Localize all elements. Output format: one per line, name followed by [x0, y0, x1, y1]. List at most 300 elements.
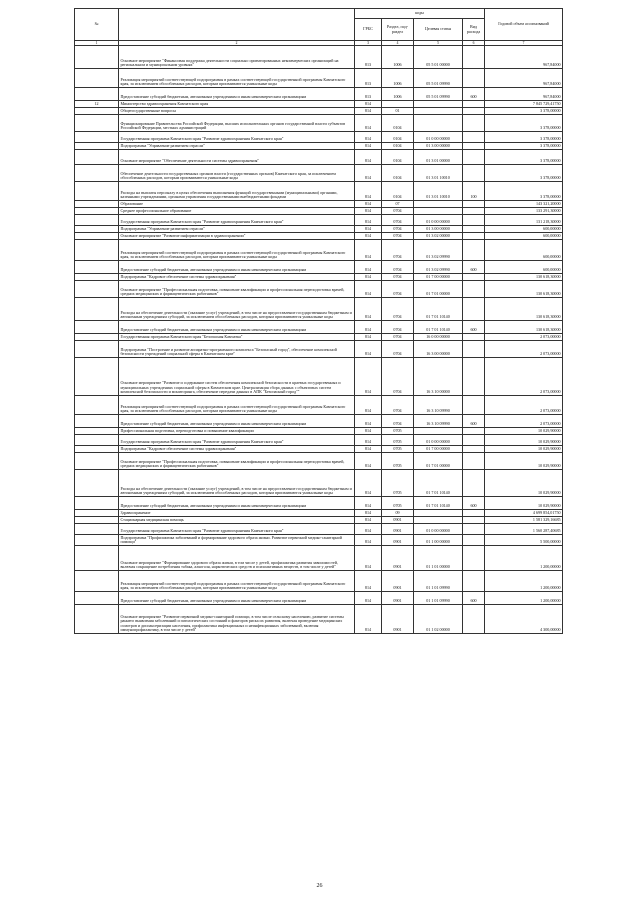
- cell-razdel: 0705: [382, 453, 414, 470]
- cell-name: Подпрограмма "Управление развитием отрасли": [119, 226, 355, 233]
- cell-razdel: 0704: [382, 334, 414, 341]
- cell-csr: [414, 101, 463, 108]
- cell-grbs: 814: [355, 546, 382, 571]
- cell-razdel: 0704: [382, 298, 414, 321]
- cell-name: Основное мероприятие "Профессиональная подготовка, повышение квалификации и профессиональная переподготовка врачей, средних медицинских и фармацевтических работников": [119, 453, 355, 470]
- cell-number: [75, 497, 119, 510]
- table-row: [75, 240, 563, 261]
- cell-name: Функционирование Правительства Российской Федерации, высших исполнительных органов государственной власти субъектов Российской Федерации, местных администраций: [119, 115, 355, 132]
- cell-vid: [463, 215, 485, 226]
- cell-name: Стационарная медицинская помощь: [119, 517, 355, 524]
- cell-name: Государственная программа Камчатского края "Развитие здравоохранения Камчатского края": [119, 215, 355, 226]
- cell-grbs: 814: [355, 274, 382, 281]
- cell-number: [75, 524, 119, 535]
- cell-name: Реализация мероприятий соответствующей подпрограммы в рамках соответствующей государственной программы Камчатского края, за исключением обособленных расходов, которым присваиваются уникальные коды: [119, 396, 355, 415]
- cell-grbs: 814: [355, 240, 382, 261]
- cell-csr: 01 0 00 00000: [414, 215, 463, 226]
- cell-number: [75, 453, 119, 470]
- cell-number: [75, 396, 119, 415]
- cell-name: Предоставление субсидий бюджетным, автономным учреждениям и иным некоммерческим организациям: [119, 321, 355, 334]
- cell-number: [75, 240, 119, 261]
- cell-csr: 01 1 02 00000: [414, 605, 463, 634]
- cell-sum: 1 200,00000: [485, 592, 563, 605]
- cell-razdel: 09: [382, 510, 414, 517]
- cell-vid: 600: [463, 497, 485, 510]
- cell-razdel: 0704: [382, 215, 414, 226]
- cell-number: [75, 535, 119, 546]
- cell-number: [75, 592, 119, 605]
- cell-name: Основное мероприятие "Финансовая поддержка деятельности социально ориентированных некоммерческих организаций на региональном и муниципальном уровнях": [119, 46, 355, 69]
- cell-number: [75, 446, 119, 453]
- cell-vid: [463, 233, 485, 240]
- cell-razdel: 01: [382, 108, 414, 115]
- cell-csr: [414, 510, 463, 517]
- cell-vid: [463, 101, 485, 108]
- table-row: [75, 428, 563, 435]
- cell-sum: 5 500,00000: [485, 535, 563, 546]
- cell-vid: [463, 546, 485, 571]
- cell-name: Подпрограмма "Кадровое обеспечение системы здравоохранения": [119, 274, 355, 281]
- cell-number: [75, 182, 119, 201]
- cell-name: Образование: [119, 201, 355, 208]
- cell-grbs: 814: [355, 510, 382, 517]
- cell-name: Обеспечение деятельности государственных органов власти (государственных органов) Камчатского края, за исключением обособленных расходов, которым присваиваются уникальные коды: [119, 165, 355, 182]
- cell-sum: 130 618,30000: [485, 281, 563, 298]
- cell-grbs: 814: [355, 208, 382, 215]
- cell-csr: 01 7 01 10140: [414, 470, 463, 497]
- cell-csr: [414, 108, 463, 115]
- cell-grbs: 814: [355, 226, 382, 233]
- cell-sum: 967,84000: [485, 69, 563, 88]
- cell-grbs: 814: [355, 215, 382, 226]
- cell-number: [75, 358, 119, 396]
- cell-csr: 01 3 02 00000: [414, 233, 463, 240]
- cell-sum: 967,84000: [485, 46, 563, 69]
- header-codes: коды: [355, 9, 485, 19]
- cell-razdel: 0704: [382, 274, 414, 281]
- cell-vid: [463, 115, 485, 132]
- cell-sum: 1 581 329,16685: [485, 517, 563, 524]
- cell-number: [75, 334, 119, 341]
- cell-number: [75, 546, 119, 571]
- cell-name: Общегосударственные вопросы: [119, 108, 355, 115]
- cell-vid: [463, 396, 485, 415]
- cell-razdel: 0704: [382, 233, 414, 240]
- cell-sum: 600,00000: [485, 240, 563, 261]
- cell-name: Государственная программа Камчатского края "Развитие здравоохранения Камчатского края": [119, 132, 355, 143]
- cell-name: Основное мероприятие "Развитие первичной медико-санитарной помощи, в том числе сельскому населению, развитие системы раннего выявления заболеваний и патологических состояний и факторов риска их развития, включая проведение медицинских осмотров и диспансеризации населения, профилактика инфекционных и неинфекционных заболеваний, включая иммунопрофилактику, в том числе у детей": [119, 605, 355, 634]
- cell-csr: [414, 115, 463, 132]
- cell-number: [75, 108, 119, 115]
- cell-vid: [463, 341, 485, 358]
- cell-sum: 3 378,00000: [485, 132, 563, 143]
- cell-razdel: 1006: [382, 46, 414, 69]
- cell-sum: 10 029,90000: [485, 470, 563, 497]
- cell-razdel: 0901: [382, 535, 414, 546]
- cell-vid: [463, 446, 485, 453]
- cell-name: Реализация мероприятий соответствующей подпрограммы в рамках соответствующей государственной программы Камчатского края, за исключением обособленных расходов, которым присваиваются уникальные коды: [119, 69, 355, 88]
- cell-vid: 600: [463, 415, 485, 428]
- column-index: 6: [463, 41, 485, 46]
- cell-vid: 100: [463, 182, 485, 201]
- cell-name: Подпрограмма "Профилактика заболеваний и формирование здорового образа жизни. Развитие первичной медико-санитарной помощи": [119, 535, 355, 546]
- cell-grbs: 814: [355, 470, 382, 497]
- column-index: 4: [382, 41, 414, 46]
- cell-razdel: 0704: [382, 281, 414, 298]
- header-sum: Годовой объем ассигнований: [485, 9, 563, 41]
- cell-name: Расходы на обеспечение деятельности (оказание услуг) учреждений, в том числе на предоставление государственным бюджетным и автономным учреждениям субсидий, за исключением обособленных расходов, которым присваиваются уникальные коды: [119, 298, 355, 321]
- cell-number: [75, 132, 119, 143]
- cell-csr: 01 7 01 00000: [414, 281, 463, 298]
- cell-sum: 2 073,00000: [485, 396, 563, 415]
- cell-razdel: 07: [382, 201, 414, 208]
- cell-sum: 10 029,90000: [485, 446, 563, 453]
- cell-vid: [463, 470, 485, 497]
- cell-number: [75, 233, 119, 240]
- cell-csr: [414, 517, 463, 524]
- cell-csr: 01 7 01 10140: [414, 497, 463, 510]
- cell-sum: 967,84000: [485, 88, 563, 101]
- cell-csr: 16 0 00 00000: [414, 334, 463, 341]
- cell-csr: [414, 201, 463, 208]
- cell-number: [75, 143, 119, 150]
- table-row: [75, 510, 563, 517]
- cell-number: [75, 201, 119, 208]
- cell-sum: 3 378,00000: [485, 150, 563, 165]
- cell-grbs: 814: [355, 298, 382, 321]
- cell-vid: [463, 240, 485, 261]
- cell-sum: 10 029,90000: [485, 497, 563, 510]
- cell-grbs: 814: [355, 535, 382, 546]
- cell-csr: 01 7 00 00000: [414, 446, 463, 453]
- table-row: [75, 281, 563, 298]
- cell-razdel: 0704: [382, 240, 414, 261]
- cell-razdel: 1006: [382, 88, 414, 101]
- cell-vid: [463, 517, 485, 524]
- cell-vid: [463, 428, 485, 435]
- cell-sum: 10 029,90000: [485, 435, 563, 446]
- cell-number: [75, 281, 119, 298]
- cell-razdel: 0901: [382, 546, 414, 571]
- cell-number: [75, 215, 119, 226]
- table-row: [75, 535, 563, 546]
- cell-vid: [463, 150, 485, 165]
- cell-sum: 3 378,00000: [485, 143, 563, 150]
- cell-razdel: 0705: [382, 428, 414, 435]
- cell-name: Предоставление субсидий бюджетным, автономным учреждениям и иным некоммерческим организациям: [119, 415, 355, 428]
- table-row: [75, 69, 563, 88]
- cell-csr: 01 1 01 00000: [414, 546, 463, 571]
- cell-csr: 01 3 00 00000: [414, 226, 463, 233]
- cell-vid: [463, 165, 485, 182]
- cell-grbs: 814: [355, 201, 382, 208]
- cell-vid: [463, 298, 485, 321]
- cell-name: Государственная программа Камчатского края "Развитие здравоохранения Камчатского края": [119, 435, 355, 446]
- cell-number: [75, 321, 119, 334]
- cell-vid: [463, 358, 485, 396]
- cell-razdel: 0901: [382, 524, 414, 535]
- page-number: 26: [316, 883, 323, 889]
- cell-name: Государственная программа Камчатского края "Безопасная Камчатка": [119, 334, 355, 341]
- cell-number: [75, 298, 119, 321]
- cell-csr: 01 7 01 10140: [414, 321, 463, 334]
- cell-razdel: 1006: [382, 69, 414, 88]
- column-index: 5: [414, 41, 463, 46]
- cell-number: [75, 470, 119, 497]
- cell-sum: 3 378,00000: [485, 182, 563, 201]
- cell-sum: 10 029,90000: [485, 453, 563, 470]
- cell-sum: 2 073,00000: [485, 334, 563, 341]
- cell-sum: 131 218,30000: [485, 215, 563, 226]
- cell-name: Предоставление субсидий бюджетным, автономным учреждениям и иным некоммерческим организациям: [119, 592, 355, 605]
- cell-csr: 01 1 00 00000: [414, 535, 463, 546]
- cell-vid: 600: [463, 592, 485, 605]
- header-row-top: [75, 9, 563, 19]
- cell-razdel: [382, 101, 414, 108]
- cell-vid: [463, 201, 485, 208]
- table-row: [75, 132, 563, 143]
- cell-grbs: 814: [355, 108, 382, 115]
- cell-sum: 10 029,90000: [485, 428, 563, 435]
- table-row: [75, 261, 563, 274]
- cell-name: Реализация мероприятий соответствующей подпрограммы в рамках соответствующей государственной программы Камчатского края, за исключением обособленных расходов, которым присваиваются уникальные коды: [119, 571, 355, 592]
- cell-sum: 130 618,30000: [485, 298, 563, 321]
- cell-number: [75, 517, 119, 524]
- header-vid: Вид расхода: [463, 19, 485, 41]
- cell-grbs: 814: [355, 341, 382, 358]
- table-row: [75, 446, 563, 453]
- cell-vid: [463, 108, 485, 115]
- cell-vid: [463, 274, 485, 281]
- cell-csr: 16 3 10 00000: [414, 358, 463, 396]
- column-index: 7: [485, 41, 563, 46]
- header-name-blank: [119, 9, 355, 41]
- cell-grbs: 814: [355, 435, 382, 446]
- cell-vid: [463, 281, 485, 298]
- cell-vid: [463, 435, 485, 446]
- cell-number: [75, 69, 119, 88]
- cell-name: Профессиональная подготовка, переподготовка и повышение квалификации: [119, 428, 355, 435]
- table-row: [75, 517, 563, 524]
- cell-grbs: 814: [355, 592, 382, 605]
- cell-sum: 600,00000: [485, 233, 563, 240]
- table-row: [75, 182, 563, 201]
- table-row: [75, 396, 563, 415]
- cell-csr: 01 1 01 09990: [414, 592, 463, 605]
- cell-number: [75, 165, 119, 182]
- cell-number: [75, 150, 119, 165]
- cell-name: Здравоохранение: [119, 510, 355, 517]
- header-csr: Целевая статья: [414, 19, 463, 41]
- cell-number: [75, 261, 119, 274]
- cell-vid: [463, 535, 485, 546]
- cell-razdel: 0705: [382, 435, 414, 446]
- cell-name: Предоставление субсидий бюджетным, автономным учреждениям и иным некоммерческим организациям: [119, 261, 355, 274]
- cell-sum: 7 845 729,41750: [485, 101, 563, 108]
- cell-grbs: 814: [355, 165, 382, 182]
- cell-csr: 01 3 02 09990: [414, 240, 463, 261]
- cell-csr: 01 3 02 09990: [414, 261, 463, 274]
- cell-grbs: 814: [355, 143, 382, 150]
- cell-grbs: 814: [355, 453, 382, 470]
- table-row: [75, 453, 563, 470]
- cell-name: Подпрограмма "Построение и развитие аппаратно-программного комплекса "Безопасный город", обеспечение комплексной безопасности учреждений социальной сферы в Камчатском крае": [119, 341, 355, 358]
- cell-razdel: 0901: [382, 571, 414, 592]
- cell-grbs: 814: [355, 334, 382, 341]
- cell-grbs: 814: [355, 358, 382, 396]
- header-grbs: ГРБС: [355, 19, 382, 41]
- budget-table-sheet: [74, 8, 562, 634]
- cell-name: Предоставление субсидий бюджетным, автономным учреждениям и иным некоммерческим организациям: [119, 497, 355, 510]
- cell-vid: 600: [463, 321, 485, 334]
- cell-sum: 1 200,00000: [485, 571, 563, 592]
- cell-grbs: 814: [355, 524, 382, 535]
- cell-csr: 01 7 00 00000: [414, 274, 463, 281]
- table-row: [75, 208, 563, 215]
- table-row: [75, 546, 563, 571]
- cell-razdel: 0104: [382, 115, 414, 132]
- cell-name: Основное мероприятие "Формирование здорового образа жизни, в том числе у детей, профилактика развития зависимостей, включая сокращение потребления табака, алкоголя, наркотических средств и психоактивных веществ, в том числе у детей": [119, 546, 355, 571]
- cell-number: [75, 428, 119, 435]
- cell-name: Основное мероприятие "Развитие информатизации в здравоохранении": [119, 233, 355, 240]
- cell-number: [75, 605, 119, 634]
- cell-sum: 3 378,00000: [485, 165, 563, 182]
- cell-csr: 01 7 01 00000: [414, 453, 463, 470]
- cell-sum: 600,00000: [485, 261, 563, 274]
- cell-sum: 133 291,30000: [485, 208, 563, 215]
- cell-csr: [414, 208, 463, 215]
- cell-name: Среднее профессиональное образование: [119, 208, 355, 215]
- cell-name: Основное мероприятие "Обеспечение деятельности системы здравоохранения": [119, 150, 355, 165]
- cell-sum: 600,00000: [485, 226, 563, 233]
- cell-vid: [463, 69, 485, 88]
- cell-csr: 01 3 01 10010: [414, 182, 463, 201]
- cell-number: [75, 571, 119, 592]
- cell-grbs: 814: [355, 115, 382, 132]
- cell-number: [75, 88, 119, 101]
- column-index: 1: [75, 41, 119, 46]
- cell-csr: [414, 428, 463, 435]
- cell-vid: [463, 605, 485, 634]
- table-row: [75, 321, 563, 334]
- cell-name: Предоставление субсидий бюджетным, автономным учреждениям и иным некоммерческим организациям: [119, 88, 355, 101]
- cell-vid: [463, 524, 485, 535]
- table-row: [75, 334, 563, 341]
- cell-csr: 16 3 10 09990: [414, 396, 463, 415]
- cell-number: [75, 208, 119, 215]
- cell-grbs: 814: [355, 446, 382, 453]
- cell-grbs: 814: [355, 233, 382, 240]
- cell-grbs: 814: [355, 281, 382, 298]
- cell-name: Подпрограмма "Управление развитием отрасли": [119, 143, 355, 150]
- cell-grbs: 814: [355, 571, 382, 592]
- cell-grbs: 814: [355, 428, 382, 435]
- table-row: [75, 415, 563, 428]
- cell-razdel: 0901: [382, 592, 414, 605]
- cell-vid: [463, 143, 485, 150]
- table-row: [75, 226, 563, 233]
- table-row: [75, 143, 563, 150]
- cell-name: Основное мероприятие "Профессиональная подготовка, повышение квалификации и профессиональная переподготовка врачей, средних медицинских и фармацевтических работников": [119, 281, 355, 298]
- cell-sum: 3 378,00000: [485, 115, 563, 132]
- cell-razdel: 0704: [382, 415, 414, 428]
- table-row: [75, 215, 563, 226]
- cell-csr: 01 7 01 10140: [414, 298, 463, 321]
- cell-sum: 130 618,30000: [485, 321, 563, 334]
- cell-vid: 600: [463, 88, 485, 101]
- cell-csr: 01 0 00 00000: [414, 132, 463, 143]
- table-row: [75, 571, 563, 592]
- cell-vid: [463, 132, 485, 143]
- cell-grbs: 814: [355, 415, 382, 428]
- column-index: 2: [119, 41, 355, 46]
- table-row: [75, 274, 563, 281]
- cell-razdel: 0704: [382, 261, 414, 274]
- table-row: [75, 358, 563, 396]
- cell-name: Основное мероприятие "Развитие и содержание систем обеспечения комплексной безопасности в краевых государственных и муниципальных учреждениях социальной сферы в Камчатском крае. Централизация сбора данных с объектовых систем комплексной безопасности и мониторинга, обеспечение передачи данных в АПК "Безопасный город"": [119, 358, 355, 396]
- cell-csr: 01 0 00 00000: [414, 524, 463, 535]
- cell-razdel: 0104: [382, 182, 414, 201]
- cell-name: Государственная программа Камчатского края "Развитие здравоохранения Камчатского края": [119, 524, 355, 535]
- cell-sum: 1 200,00000: [485, 546, 563, 571]
- cell-vid: [463, 46, 485, 69]
- table-row: [75, 605, 563, 634]
- cell-csr: 01 1 01 09990: [414, 571, 463, 592]
- table-body: [75, 46, 563, 634]
- cell-grbs: 813: [355, 88, 382, 101]
- cell-grbs: 814: [355, 182, 382, 201]
- table-row: [75, 497, 563, 510]
- cell-sum: 3 378,00000: [485, 108, 563, 115]
- cell-razdel: 0704: [382, 321, 414, 334]
- cell-sum: 4 300,00000: [485, 605, 563, 634]
- header-num: №: [75, 9, 119, 41]
- cell-razdel: 0704: [382, 226, 414, 233]
- budget-table: [74, 8, 563, 634]
- cell-grbs: 813: [355, 46, 382, 69]
- cell-razdel: 0104: [382, 150, 414, 165]
- cell-csr: 01 0 00 00000: [414, 435, 463, 446]
- cell-razdel: 0901: [382, 517, 414, 524]
- table-row: [75, 298, 563, 321]
- cell-razdel: 0704: [382, 208, 414, 215]
- table-row: [75, 88, 563, 101]
- cell-number: [75, 415, 119, 428]
- cell-vid: [463, 510, 485, 517]
- cell-grbs: 814: [355, 150, 382, 165]
- cell-csr: 16 3 00 00000: [414, 341, 463, 358]
- cell-grbs: 814: [355, 261, 382, 274]
- cell-number: [75, 435, 119, 446]
- cell-grbs: 814: [355, 497, 382, 510]
- cell-vid: [463, 226, 485, 233]
- table-row: [75, 165, 563, 182]
- cell-csr: 05 5 01 09990: [414, 69, 463, 88]
- cell-razdel: 0901: [382, 605, 414, 634]
- cell-razdel: 0705: [382, 446, 414, 453]
- cell-razdel: 0104: [382, 143, 414, 150]
- cell-razdel: 0104: [382, 165, 414, 182]
- cell-number: [75, 274, 119, 281]
- cell-number: [75, 226, 119, 233]
- cell-sum: 143 321,20000: [485, 201, 563, 208]
- header-razdel: Раздел, под-раздел: [382, 19, 414, 41]
- table-row: [75, 435, 563, 446]
- cell-grbs: 814: [355, 132, 382, 143]
- cell-sum: 2 073,00000: [485, 415, 563, 428]
- cell-number: [75, 510, 119, 517]
- cell-sum: 2 073,00000: [485, 358, 563, 396]
